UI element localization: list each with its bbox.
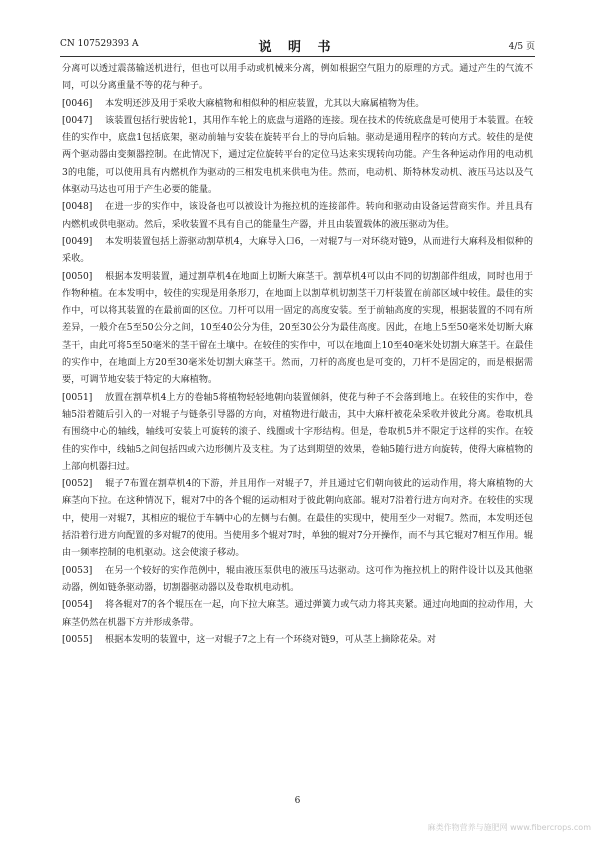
- paragraph-number: [0046]: [62, 98, 93, 109]
- paragraph: [62, 199, 533, 234]
- page-number: 6: [294, 796, 301, 806]
- paragraph-text: 本发明装置包括上游驱动割草机4，大麻导入口6，一对辊7与一对环绕对链9，从而进行大麻科及相似种的采收。: [62, 236, 533, 265]
- header-divider: [60, 56, 535, 57]
- paragraph-number: [0050]: [62, 271, 93, 282]
- paragraph-number: [0049]: [62, 236, 93, 247]
- paragraph: [62, 113, 533, 199]
- patent-number: CN 107529393 A: [60, 39, 139, 49]
- intro-paragraph: 分离可以透过震荡输送机进行，但也可以用手动或机械来分离，例如根据空气阻力的原理的方式。通过产生的气流不同，可以分离重量不等的花与种子。: [62, 64, 533, 92]
- paragraph-text: 在另一个较好的实作范例中，辊由液压泵供电的液压马达驱动。这可作为拖拉机上的附件设计以及其他驱动器，例如链条驱动器，切割器驱动器以及卷取机电动机。: [62, 565, 533, 593]
- paragraph-number: [0048]: [62, 202, 93, 213]
- paragraph-text: 放置在割草机4上方的卷轴5将植物轻轻地朝向装置倾斜，使花与种子不会落到地上。在较佳的实作中，卷轴5沿着随后引入的一对辊子与链条引导器的方向，对植物进行敲击，其中大麻杆被花朵采收并彼此分离。卷取机具有围绕中心的轴线，轴线可安装上可旋转的滚子、线圈或十字形结构。但是，卷取机5并不限定于这样的实作。在较佳的实作中，线轴5之间包括四或六边形侧片及支柱。为了达到期望的效果，卷轴5随行进方向旋转，使得大麻植物的上部向机器扫过。: [62, 392, 533, 472]
- paragraph-text: 将各辊对7的各个辊压在一起，向下拉大麻茎。通过弹簧力或气动力将其夹紧。通过向地面的拉动作用，大麻茎仍然在机器下方并形成条带。: [62, 600, 533, 628]
- paragraph-text: 辊子7布置在割草机4的下游，并且用作一对辊子7，并且通过它们朝向彼此的运动作用，将大麻植物的大麻茎向下拉。在这种情况下，辊对7中的各个辊的运动相对于彼此朝向底部。辊对7沿着行进方向对齐。在较佳的实现中，使用一对辊7，其相应的辊位于车辆中心的左侧与右侧。在最佳的实现中，使用至少一对辊7。然而，本发明还包括沿着行进方向配置的多对辊7的使用。当使用多个辊对7时，单独的辊对7分开操作，而不与其它辊对7相互作用。辊由一频率控制的电机驱动。这会使滚子移动。: [62, 479, 533, 559]
- paragraph: [62, 234, 533, 269]
- paragraph-number: [0052]: [62, 479, 93, 490]
- paragraph: [62, 632, 533, 649]
- paragraph: [62, 563, 533, 598]
- paragraph-text: 该装置包括行驶齿轮1，其用作车轮上的底盘与道路的连接。现在技术的传统底盘是可使用于本装置。在较佳的实作中，底盘1包括底架，驱动前轴与安装在旋转平台上的导向后轴。驱动是通用程序的转向方式。较佳的是使两个驱动器由变频器控制。在此情况下，通过定位旋转平台的定位马达来实现转向功能。产生各种运动作用的电动机3的电能，可以使用具有内燃机作为驱动的三相发电机来供电为佳。然而，电动机、斯特林发动机、液压马达以及气体驱动马达也可用于产生必要的能量。: [62, 115, 533, 196]
- page-count: 4/5 页: [508, 42, 535, 52]
- page-header: [60, 36, 535, 54]
- paragraph-list: [62, 96, 533, 650]
- paragraph-number: [0055]: [62, 634, 93, 645]
- watermark: 麻类作物营养与施肥网 www.fibercrops.com: [427, 823, 591, 832]
- document-body: [62, 61, 533, 649]
- paragraph-text: 本发明还涉及用于采收大麻植物和相似种的相应装置，尤其以大麻属植物为佳。: [105, 98, 425, 109]
- paragraph-text: 在进一步的实作中，该设备也可以被设计为拖拉机的连接部件。转向和驱动由设备运营商实作。并且具有内燃机或供电驱动。然后，采收装置不具有自己的能量生产器，并且由装置载体的液压驱动为佳。: [62, 202, 533, 230]
- paragraph: [62, 269, 533, 390]
- paragraph-number: [0053]: [62, 565, 93, 576]
- paragraph: [62, 476, 533, 562]
- paragraph-number: [0047]: [62, 115, 93, 126]
- paragraph-text: 根据本发明装置，通过割草机4在地面上切断大麻茎干。割草机4可以由不同的切割部件组成，同时也用于作物种植。在本发明中，较佳的实现是用条形刀，在地面上以割草机切割茎干刀杆装置在前部区域中较佳。最佳的实作中，可以将其装置的在最前面的区位。刀杆可以用一固定的高度安装。至于前轴高度的实现，根据装置的不同有所差异，一般介在5至50公分之间，10至40公分为佳，20至30公分为最佳高度。因此，在地上5至50毫米处切断大麻茎干，由此可将5至50毫米的茎干留在土壤中。在较佳的实作中，可以在地面上10至40毫米处切割大麻茎干。在最佳的实作中，在地面上方20至30毫米处切割大麻茎干。然而，刀杆的高度也是可变的，刀杆不是固定的，而是根据需要，可调节地安装于特定的大麻植物。: [62, 271, 533, 386]
- paragraph: [62, 390, 533, 476]
- document-title: 说 明 书: [258, 40, 337, 55]
- paragraph: [62, 96, 533, 113]
- paragraph-text: 根据本发明的装置中，这一对辊子7之上有一个环绕对链9，可从茎上摘除花朵。对: [105, 634, 436, 645]
- paragraph-number: [0054]: [62, 600, 93, 611]
- paragraph-number: [0051]: [62, 392, 93, 403]
- paragraph: [62, 597, 533, 632]
